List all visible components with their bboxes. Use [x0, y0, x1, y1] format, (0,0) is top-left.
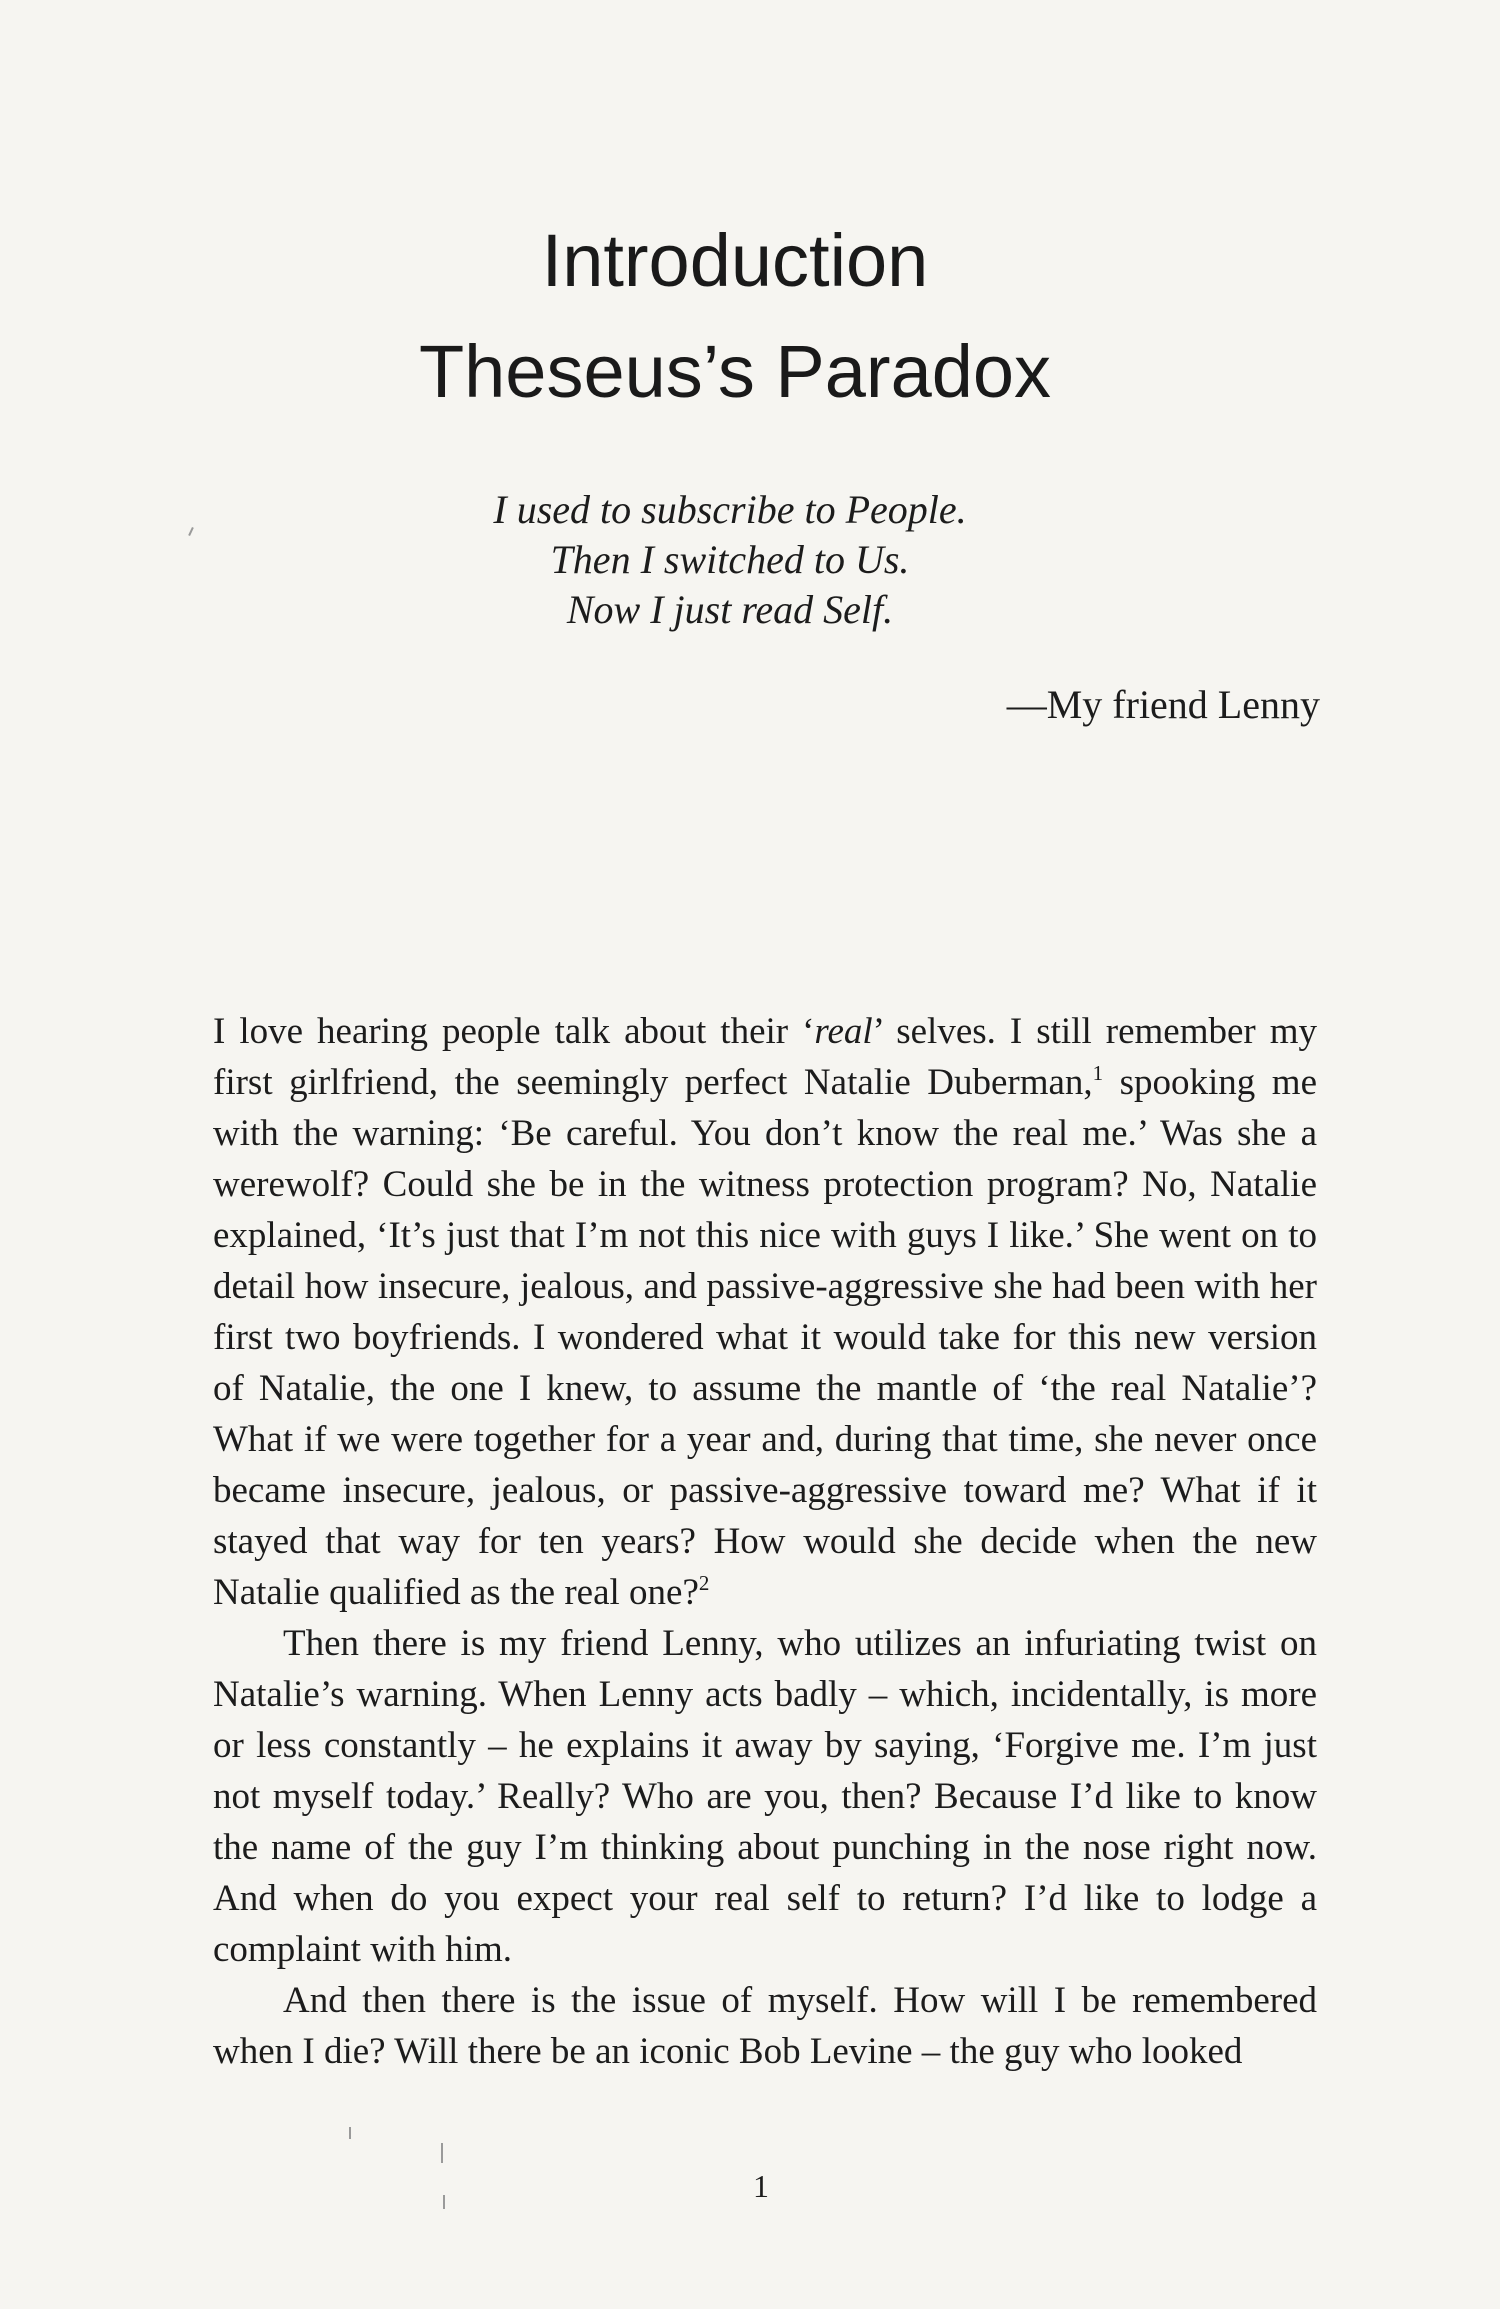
chapter-label: Introduction — [541, 219, 929, 302]
scan-speck — [349, 2127, 351, 2139]
page-number: 1 — [753, 2168, 769, 2204]
paragraph — [213, 1006, 1317, 1618]
epigraph-line: Now I just read Self. — [566, 587, 894, 632]
paragraph: Then there is my friend Lenny, who utilizes an infuriating twist on Natalie’s warning. When Lenny acts badly – which, incidentally, is more or less constantly – he explains it away by saying, ‘Forgive me. I’m just not myself today.’ Really? Who are you, then? Because I’d like to know the name of the guy I’m thinking about punching in the nose right now. And when do you expect your real self to return? I’d like to lodge a complaint with him. — [213, 1623, 1317, 1970]
epigraph-attribution: —My friend Lenny — [1006, 682, 1320, 727]
scan-speck — [441, 2143, 443, 2163]
footnote-marker[interactable]: 1 — [1092, 1061, 1104, 1085]
epigraph-line: Then I switched to Us. — [550, 537, 910, 582]
footnote-marker[interactable]: 2 — [698, 1571, 710, 1595]
chapter-title: Theseus’s Paradox — [418, 330, 1052, 413]
paragraph: And then there is the issue of myself. How will I be remembered when I die? Will there be an iconic Bob Levine – the guy who looked — [213, 1980, 1317, 2072]
paragraph-text: ’ selves. I still remember my first girlfriend, the seemingly perfect Natalie Duberman, — [213, 1011, 1317, 1103]
emphasis-text: real — [814, 1011, 873, 1052]
paragraph-text: I love hearing people talk about their ‘ — [213, 1011, 815, 1052]
paragraph-text: spooking me with the warning: ‘Be careful. You don’t know the real me.’ Was she a werewolf? Could she be in the witness protection program? No, Natalie explained, ‘It’s just that I’m not this nice with guys I like.’ She went on to detail how insecure, jealous, and passive-aggressive she had been with her first two boyfriends. I wondered what it would take for this new version of Natalie, the one I knew, to assume the mantle of ‘the real Natalie’? What if we were together for a year and, during that time, she never once became insecure, jealous, or passive-aggressive toward me? What if it stayed that way for ten years? How would she decide when the new Natalie qualified as the real one? — [213, 1062, 1317, 1613]
epigraph-line: I used to subscribe to People. — [493, 487, 967, 532]
body-text — [213, 1006, 1317, 2077]
scan-speck — [443, 2195, 445, 2209]
